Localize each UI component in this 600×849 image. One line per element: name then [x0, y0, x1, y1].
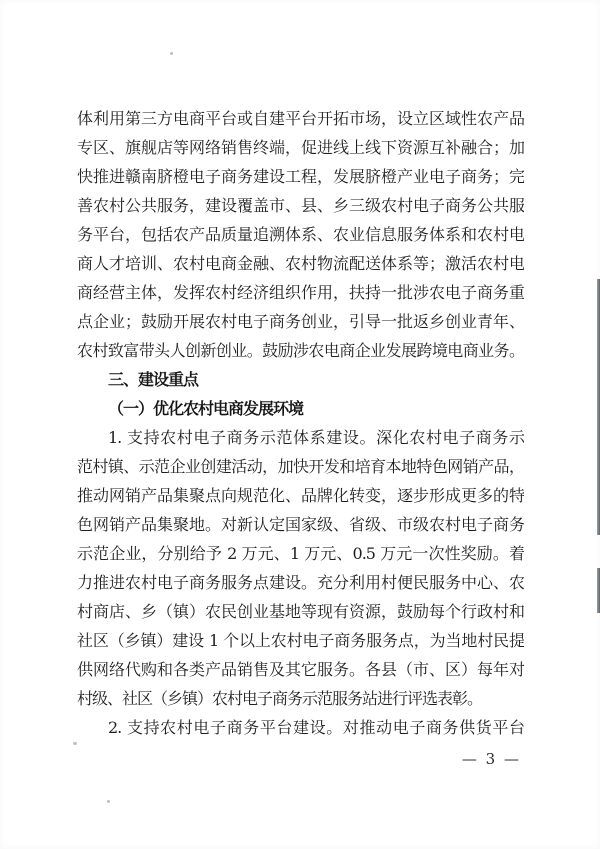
- numbered-paragraph-line: 2. 支持农村电子商务平台建设。对推动电子商务供货平台: [108, 718, 524, 737]
- body-line: 善农村公共服务，建设覆盖市、县、乡三级农村电子商务公共服: [77, 196, 524, 215]
- body-line: 力推进农村电子商务服务点建设。充分利用村便民服务中心、农: [77, 573, 524, 592]
- body-line: 务平台，包括农产品质量追溯体系、农业信息服务体系和农村电: [77, 225, 524, 244]
- body-line: 体利用第三方电商平台或自建平台开拓市场，设立区域性农产品: [77, 109, 524, 128]
- body-line: 社区（乡镇）建设 1 个以上农村电子商务服务点，为当地村民提: [77, 631, 524, 650]
- body-line: 示范企业，分别给予 2 万元、1 万元、0.5 万元一次性奖励。着: [77, 544, 524, 563]
- numbered-paragraph-line: 1. 支持农村电子商务示范体系建设。深化农村电子商务示: [108, 428, 524, 447]
- scan-speck: [73, 742, 77, 745]
- body-line: 范村镇、示范企业创建活动，加快开发和培育本地特色网销产品，: [77, 457, 524, 476]
- text-block: [77, 104, 524, 742]
- body-line: 商人才培训、农村电商金融、农村物流配送体系等；激活农村电: [77, 254, 524, 273]
- body-line: 商经营主体，发挥农村经济组织作用，扶持一批涉农电子商务重: [77, 283, 524, 302]
- body-line: 点企业；鼓励开展农村电子商务创业，引导一批返乡创业青年、: [77, 312, 524, 331]
- body-line: 村商店、乡（镇）农民创业基地等现有资源，鼓励每个行政村和: [77, 602, 524, 621]
- body-line: 供网络代购和各类产品销售及其它服务。各县（市、区）每年对: [77, 660, 524, 679]
- scan-speck: [170, 52, 173, 55]
- page-number: — 3 —: [461, 750, 521, 768]
- body-line: 推动网销产品集聚点向规范化、品牌化转变，逐步形成更多的特: [77, 486, 524, 505]
- section-heading: 三、建设重点: [108, 370, 199, 389]
- scan-speck: [107, 800, 110, 803]
- body-line: 专区、旗舰店等网络销售终端，促进线上线下资源互补融合；加: [77, 138, 524, 157]
- body-line: 村级、社区（乡镇）农村电子商务示范服务站进行评选表彰。: [77, 689, 483, 708]
- body-line: 快推进赣南脐橙电子商务建设工程，发展脐橙产业电子商务；完: [77, 167, 524, 186]
- body-line: 农村致富带头人创新创业。鼓励涉农电商企业发展跨境电商业务。: [77, 341, 524, 360]
- body-line: 色网销产品集聚地。对新认定国家级、省级、市级农村电子商务: [77, 515, 524, 534]
- subsection-heading: （一）优化农村电商发展环境: [108, 399, 304, 418]
